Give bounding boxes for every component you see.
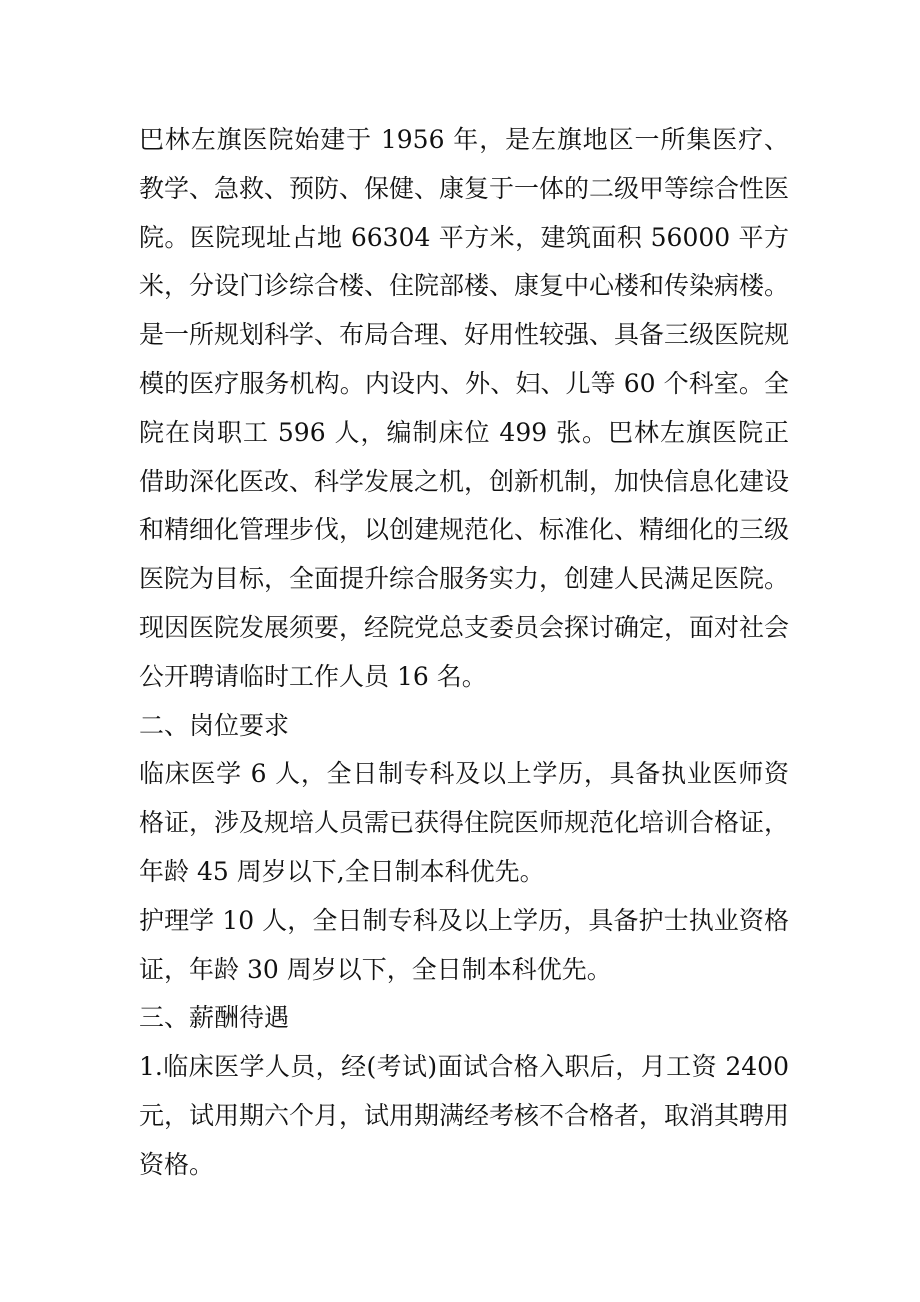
clinical-salary-paragraph: 1.临床医学人员，经(考试)面试合格入职后，月工资 2400 元，试用期六个月，试用期满经考核不合格者，取消其聘用资格。 — [139, 1052, 790, 1179]
clinical-medicine-requirement: 临床医学 6 人，全日制专科及以上学历，具备执业医师资格证，涉及规培人员需已获得住院医师规范化培训合格证，年龄 45 周岁以下,全日制本科优先。 — [139, 759, 790, 886]
hospital-intro-paragraph: 巴林左旗医院始建于 1956 年，是左旗地区一所集医疗、教学、急救、预防、保健、康复于一体的二级甲等综合性医院。医院现址占地 66304 平方米，建筑面积 56000 平方米，分设门诊综合楼、住院部楼、康复中心楼和传染病楼。是一所规划科学、布局合理、好用性较强、具备三级医院规模的医疗服务机构。内设内、外、妇、儿等 60 个科室。全院在岗职工 596 人，编制床位 499 张。巴林左旗医院正借助深化医改、科学发展之机，创新机制，加快信息化建设和精细化管理步伐，以创建规范化、标准化、精细化的三级医院为目标，全面提升综合服务实力，创建人民满足医院。 — [139, 125, 790, 594]
nursing-requirement: 护理学 10 人，全日制专科及以上学历，具备护士执业资格证，年龄 30 周岁以下，全日制本科优先。 — [139, 905, 789, 984]
section-heading-salary: 三、薪酬待遇 — [139, 1003, 290, 1033]
section-heading-job-requirements: 二、岗位要求 — [139, 710, 290, 740]
recruitment-notice-paragraph: 现因医院发展须要，经院党总支委员会探讨确定，面对社会公开聘请临时工作人员 16 名。 — [139, 612, 790, 691]
document-body — [139, 116, 789, 1190]
